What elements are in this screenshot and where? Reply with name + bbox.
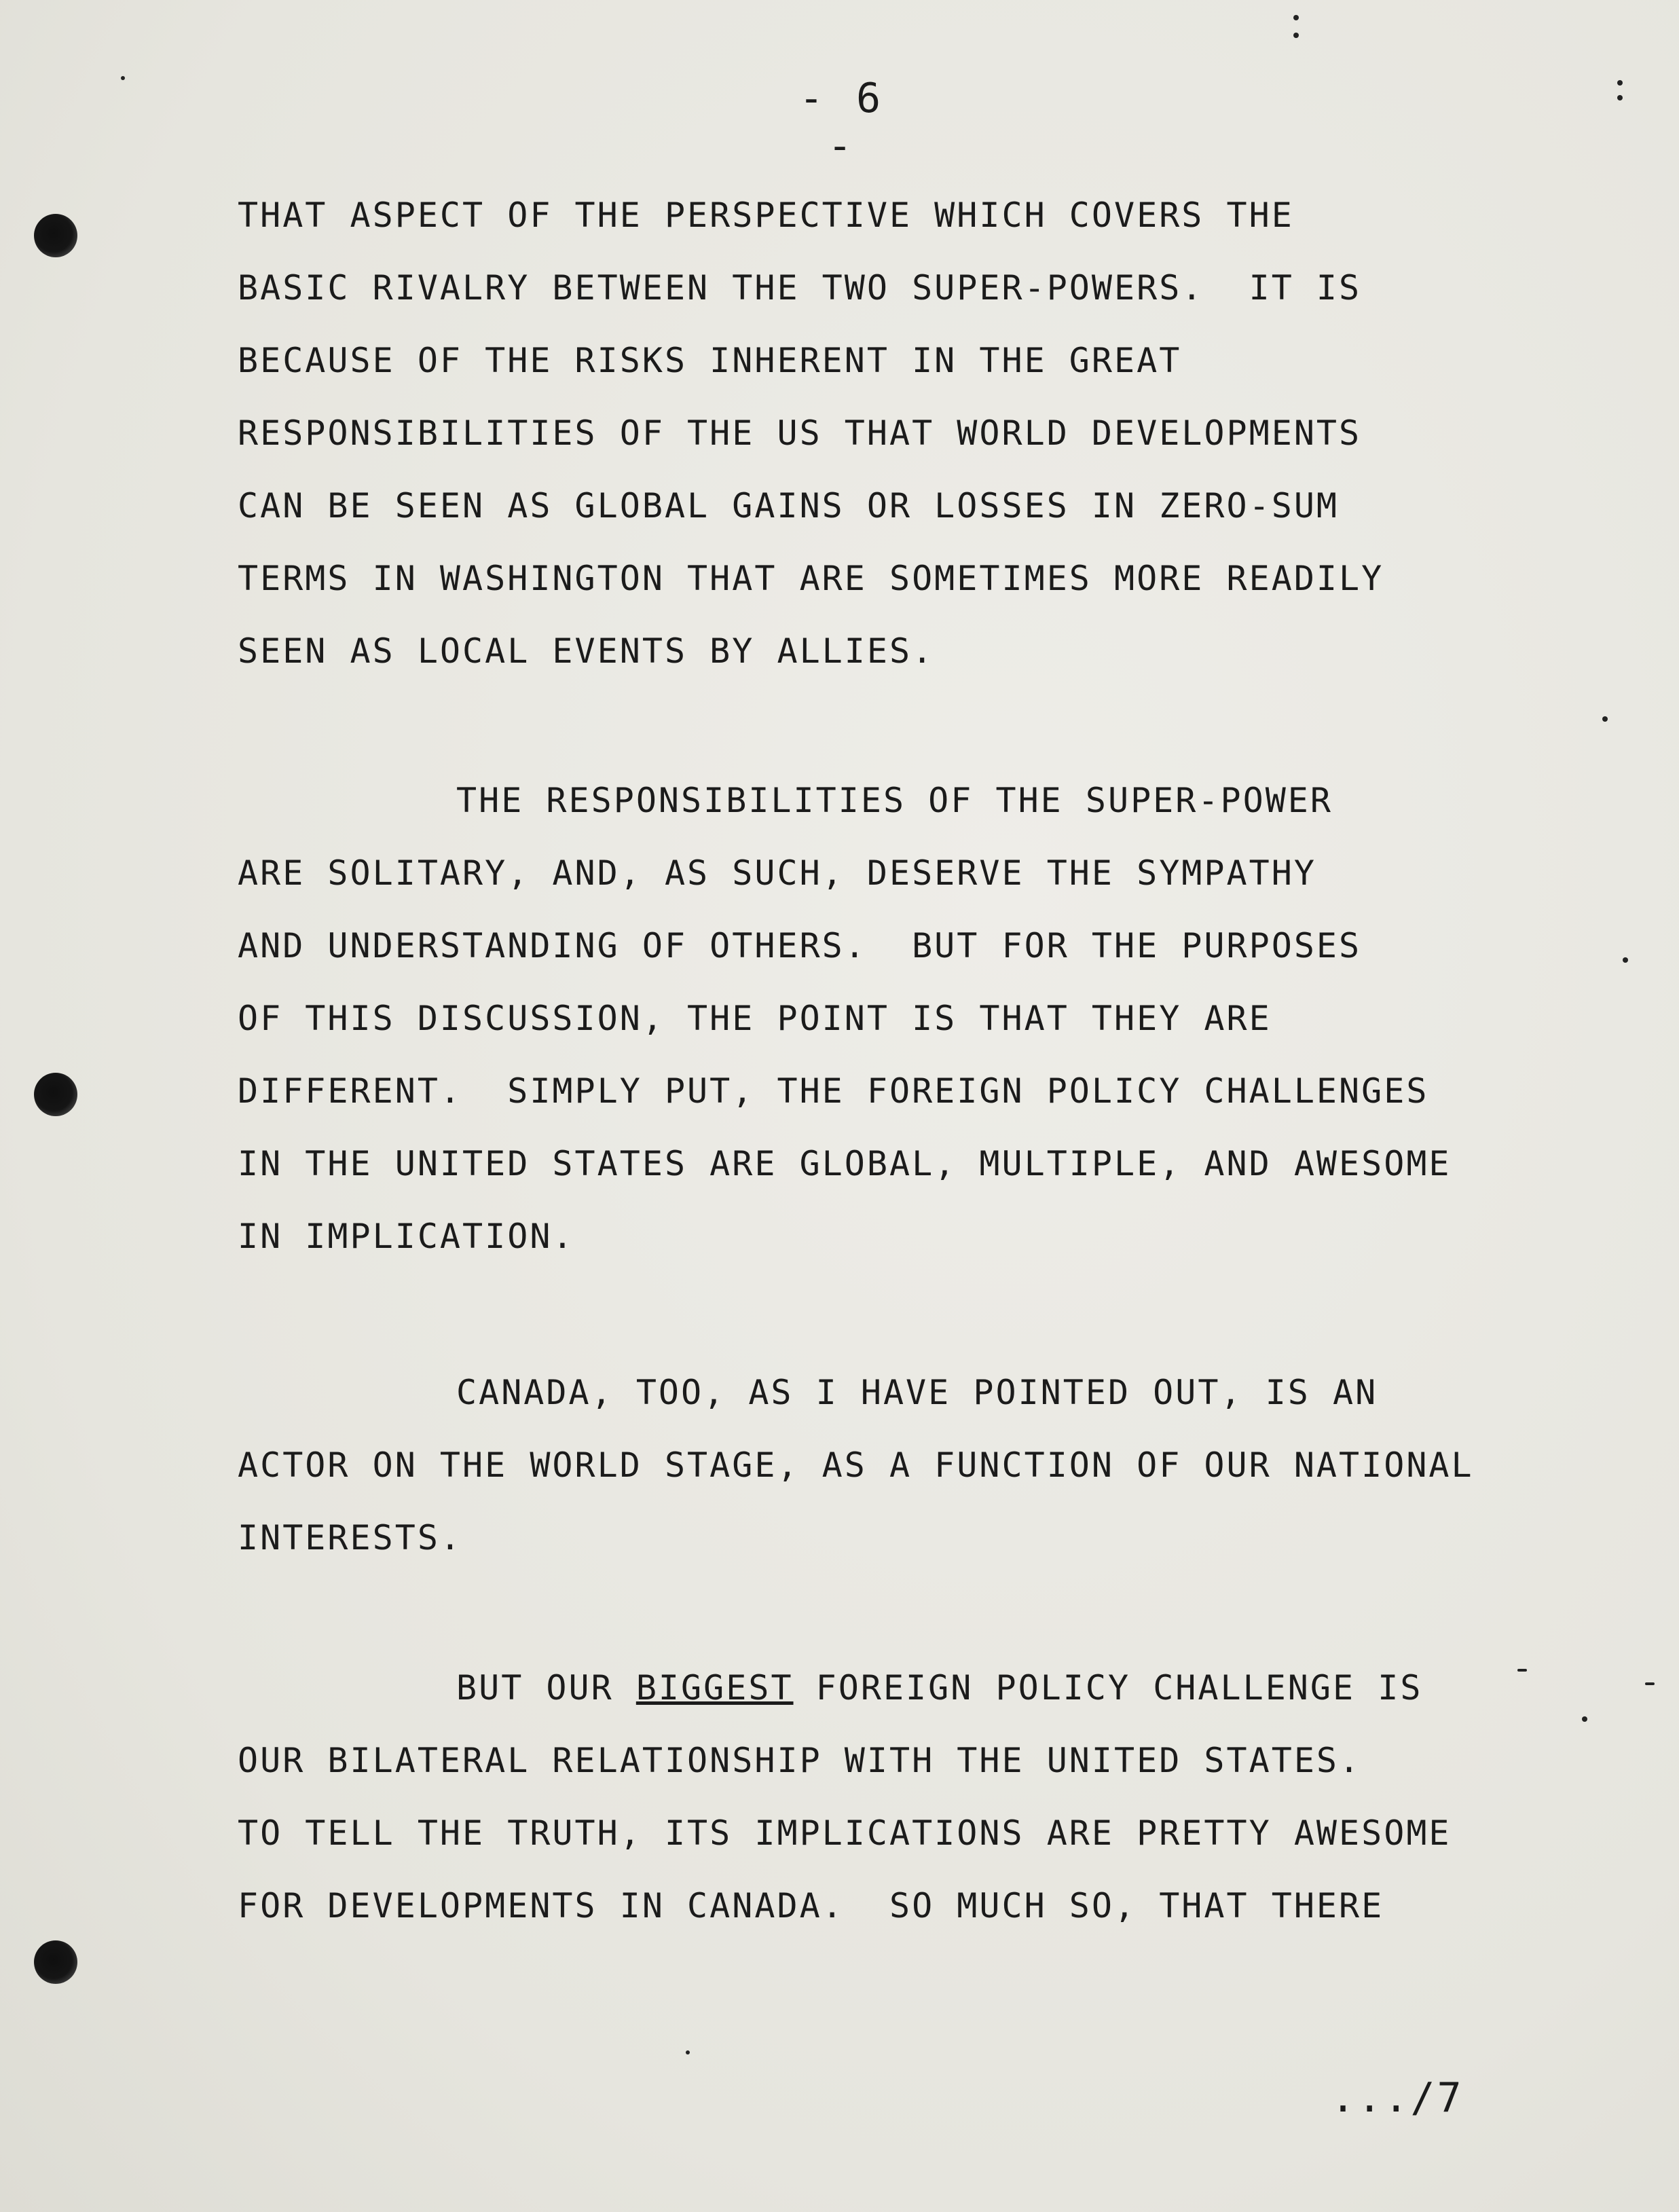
speck bbox=[1617, 95, 1623, 100]
speck bbox=[1517, 1669, 1527, 1672]
paragraph-4-line-2: TO TELL THE TRUTH, ITS IMPLICATIONS ARE PRETTY AWESOME bbox=[238, 1813, 1452, 1853]
paragraph-1-line-6: TERMS IN WASHINGTON THAT ARE SOMETIMES MORE READILY bbox=[238, 559, 1384, 598]
paragraph-2-line-2: AND UNDERSTANDING OF OTHERS. BUT FOR THE PURPOSES bbox=[238, 926, 1362, 965]
paragraph-4-line-3: FOR DEVELOPMENTS IN CANADA. SO MUCH SO, THAT THERE bbox=[238, 1886, 1384, 1925]
speck bbox=[1602, 716, 1608, 722]
paragraph-4-trail-text: FOREIGN POLICY CHALLENGE IS bbox=[793, 1668, 1423, 1708]
emphasis-underlined-word: BIGGEST bbox=[635, 1668, 794, 1708]
speck bbox=[1293, 33, 1299, 38]
paragraph-2-line-6: IN IMPLICATION. bbox=[238, 1217, 575, 1256]
speck bbox=[1582, 1716, 1587, 1722]
speck bbox=[1623, 957, 1628, 963]
paragraph-3-line-1: ACTOR ON THE WORLD STAGE, AS A FUNCTION OF OUR NATIONAL bbox=[238, 1445, 1474, 1485]
paragraph-2-first-line: THE RESPONSIBILITIES OF THE SUPER-POWER bbox=[456, 781, 1333, 820]
punch-hole-middle bbox=[34, 1073, 77, 1116]
paragraph-1-line-5: CAN BE SEEN AS GLOBAL GAINS OR LOSSES IN ZERO-SUM bbox=[238, 486, 1340, 526]
paragraph-2-line-1: ARE SOLITARY, AND, AS SUCH, DESERVE THE SYMPATHY bbox=[238, 853, 1316, 893]
paragraph-4-line-1: OUR BILATERAL RELATIONSHIP WITH THE UNITED STATES. bbox=[238, 1741, 1362, 1780]
speck bbox=[121, 76, 125, 80]
page-number: - 6 - bbox=[798, 75, 885, 170]
paragraph-1-line-4: RESPONSIBILITIES OF THE US THAT WORLD DEVELOPMENTS bbox=[238, 413, 1362, 453]
paragraph-4-lead-text: BUT OUR bbox=[456, 1668, 636, 1708]
paragraph-2-line-3: OF THIS DISCUSSION, THE POINT IS THAT THEY ARE bbox=[238, 999, 1272, 1038]
speck bbox=[686, 2050, 690, 2054]
speck bbox=[1293, 15, 1299, 20]
paragraph-2-line-4: DIFFERENT. SIMPLY PUT, THE FOREIGN POLICY CHALLENGES bbox=[238, 1071, 1429, 1111]
paragraph-1-line-7: SEEN AS LOCAL EVENTS BY ALLIES. bbox=[238, 631, 935, 671]
speck bbox=[1617, 80, 1623, 86]
paragraph-4-first-line bbox=[456, 1668, 1422, 1708]
punch-hole-top bbox=[34, 214, 77, 257]
continuation-marker: .../7 bbox=[1331, 2074, 1464, 2122]
paragraph-1-line-3: BECAUSE OF THE RISKS INHERENT IN THE GREAT bbox=[238, 341, 1182, 380]
punch-hole-bottom bbox=[34, 1940, 77, 1984]
speck bbox=[1645, 1682, 1655, 1685]
paragraph-3-first-line: CANADA, TOO, AS I HAVE POINTED OUT, IS AN bbox=[456, 1373, 1378, 1412]
paragraph-3-line-2: INTERESTS. bbox=[238, 1518, 463, 1557]
paragraph-1-line-1: THAT ASPECT OF THE PERSPECTIVE WHICH COVERS THE bbox=[238, 196, 1294, 235]
paragraph-2-line-5: IN THE UNITED STATES ARE GLOBAL, MULTIPLE, AND AWESOME bbox=[238, 1144, 1452, 1183]
paragraph-1-line-2: BASIC RIVALRY BETWEEN THE TWO SUPER-POWERS. IT IS bbox=[238, 268, 1362, 308]
